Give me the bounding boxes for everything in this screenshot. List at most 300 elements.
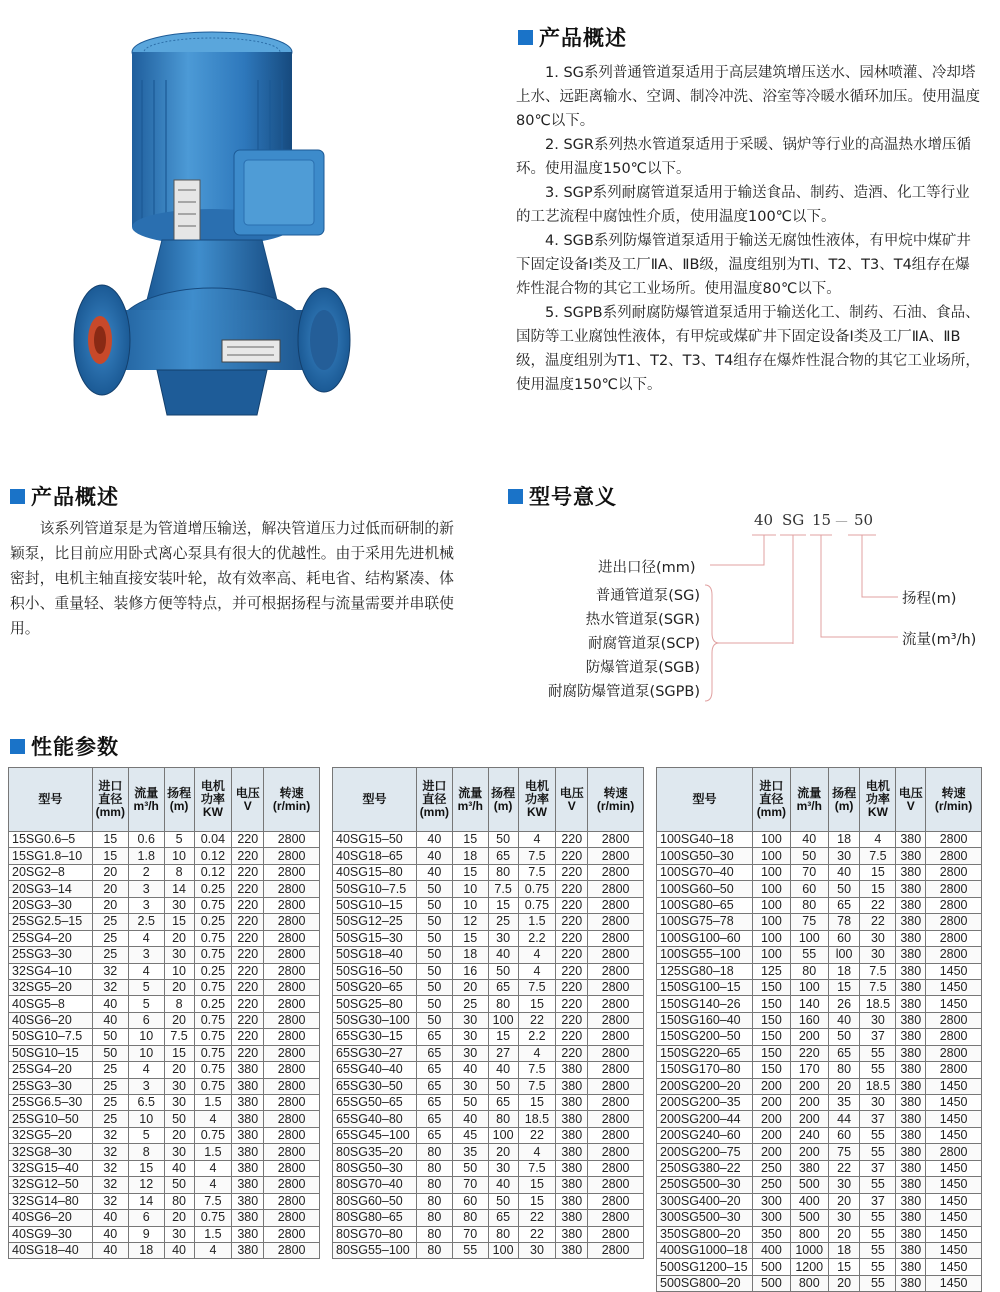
cell-flow: 70 <box>452 1177 488 1193</box>
cell-inlet-diameter: 32 <box>92 979 128 995</box>
cell-flow: 55 <box>790 947 828 963</box>
cell-head: 30 <box>164 1226 194 1242</box>
cell-voltage: 380 <box>232 1111 264 1127</box>
column-header: 电压 V <box>896 768 926 832</box>
cell-inlet-diameter: 40 <box>416 832 452 848</box>
table-row <box>9 881 320 897</box>
cell-power: 30 <box>860 1095 896 1111</box>
cell-inlet-diameter: 100 <box>752 947 790 963</box>
cell-head: 44 <box>828 1111 860 1127</box>
cell-inlet-diameter: 25 <box>92 1111 128 1127</box>
cell-flow: 75 <box>790 914 828 930</box>
table-row <box>9 930 320 946</box>
cell-speed: 2800 <box>588 1193 644 1209</box>
table-row <box>9 1177 320 1193</box>
cell-voltage: 380 <box>232 1144 264 1160</box>
cell-voltage: 380 <box>232 1242 264 1258</box>
cell-head: 65 <box>488 979 518 995</box>
cell-flow: 8 <box>128 1144 164 1160</box>
cell-voltage: 220 <box>556 963 588 979</box>
cell-model: 150SG220–65 <box>657 1045 753 1061</box>
cell-head: 100 <box>488 1127 518 1143</box>
cell-power: 37 <box>860 1111 896 1127</box>
cell-model: 65SG30–27 <box>333 1045 417 1061</box>
cell-model: 65SG30–50 <box>333 1078 417 1094</box>
cell-flow: 40 <box>790 832 828 848</box>
cell-model: 80SG70–40 <box>333 1177 417 1193</box>
cell-head: 65 <box>828 1045 860 1061</box>
column-header: 电机 功率 KW <box>518 768 556 832</box>
cell-model: 25SG6.5–30 <box>9 1095 93 1111</box>
cell-flow: 3 <box>128 881 164 897</box>
cell-inlet-diameter: 100 <box>752 864 790 880</box>
cell-voltage: 380 <box>896 832 926 848</box>
overview-list <box>516 61 984 397</box>
table-row <box>9 897 320 913</box>
cell-voltage: 380 <box>232 1062 264 1078</box>
cell-inlet-diameter: 50 <box>416 930 452 946</box>
cell-voltage: 380 <box>896 1029 926 1045</box>
cell-power: 0.75 <box>194 1062 232 1078</box>
cell-speed: 2800 <box>264 832 320 848</box>
cell-speed: 2800 <box>588 897 644 913</box>
table-row <box>9 1095 320 1111</box>
column-header: 流量 m³/h <box>790 768 828 832</box>
table-row <box>657 1144 982 1160</box>
cell-head: 26 <box>828 996 860 1012</box>
performance-table-1 <box>8 767 320 1259</box>
cell-voltage: 380 <box>896 881 926 897</box>
cell-voltage: 220 <box>232 1045 264 1061</box>
table-row <box>333 1210 644 1226</box>
cell-model: 50SG15–30 <box>333 930 417 946</box>
cell-inlet-diameter: 65 <box>416 1078 452 1094</box>
cell-power: 22 <box>518 1012 556 1028</box>
table-row <box>657 996 982 1012</box>
cell-voltage: 220 <box>556 832 588 848</box>
cell-flow: 70 <box>452 1226 488 1242</box>
heading-marker-icon <box>10 489 25 504</box>
cell-voltage: 220 <box>556 1045 588 1061</box>
table-row <box>657 963 982 979</box>
table-row <box>657 1078 982 1094</box>
cell-model: 100SG40–18 <box>657 832 753 848</box>
cell-power: 55 <box>860 1259 896 1275</box>
cell-flow: 100 <box>790 930 828 946</box>
cell-speed: 2800 <box>926 848 982 864</box>
cell-speed: 1450 <box>926 1095 982 1111</box>
cell-flow: 30 <box>452 1012 488 1028</box>
cell-voltage: 380 <box>896 1193 926 1209</box>
heading-marker-icon <box>10 739 25 754</box>
cell-head: 20 <box>488 1144 518 1160</box>
cell-voltage: 380 <box>896 1078 926 1094</box>
cell-head: 50 <box>488 1078 518 1094</box>
cell-voltage: 220 <box>232 963 264 979</box>
cell-voltage: 380 <box>556 1111 588 1127</box>
cell-model: 40SG15–80 <box>333 864 417 880</box>
cell-head: 15 <box>164 914 194 930</box>
cell-speed: 2800 <box>264 1226 320 1242</box>
cell-model: 32SG15–40 <box>9 1160 93 1176</box>
column-header: 电机 功率 KW <box>860 768 896 832</box>
cell-speed: 2800 <box>588 1045 644 1061</box>
cell-inlet-diameter: 50 <box>416 979 452 995</box>
table-row <box>333 963 644 979</box>
cell-model: 80SG70–80 <box>333 1226 417 1242</box>
table-row <box>9 1193 320 1209</box>
cell-voltage: 380 <box>896 864 926 880</box>
cell-power: 1.5 <box>194 1144 232 1160</box>
cell-model: 40SG6–20 <box>9 1210 93 1226</box>
cell-speed: 2800 <box>926 1144 982 1160</box>
cell-model: 50SG10–7.5 <box>9 1029 93 1045</box>
cell-inlet-diameter: 65 <box>416 1127 452 1143</box>
cell-flow: 500 <box>790 1210 828 1226</box>
cell-speed: 2800 <box>588 832 644 848</box>
cell-voltage: 220 <box>556 996 588 1012</box>
cell-inlet-diameter: 150 <box>752 1045 790 1061</box>
cell-inlet-diameter: 50 <box>92 1029 128 1045</box>
cell-power: 55 <box>860 1045 896 1061</box>
cell-power: 18.5 <box>860 1078 896 1094</box>
table-row <box>333 947 644 963</box>
table-row <box>657 1177 982 1193</box>
column-header: 进口 直径 (mm) <box>416 768 452 832</box>
cell-power: 55 <box>860 1127 896 1143</box>
cell-power: 22 <box>518 1226 556 1242</box>
code-inlet: 40 <box>754 511 774 529</box>
cell-flow: 800 <box>790 1226 828 1242</box>
cell-model: 200SG200–35 <box>657 1095 753 1111</box>
cell-power: 7.5 <box>518 1062 556 1078</box>
cell-flow: 25 <box>452 996 488 1012</box>
cell-head: 50 <box>828 881 860 897</box>
cell-inlet-diameter: 32 <box>92 1193 128 1209</box>
cell-speed: 2800 <box>588 881 644 897</box>
cell-voltage: 380 <box>232 1193 264 1209</box>
column-header: 电机 功率 KW <box>194 768 232 832</box>
cell-speed: 2800 <box>264 848 320 864</box>
column-header: 转速 (r/min) <box>588 768 644 832</box>
cell-power: 7.5 <box>518 864 556 880</box>
cell-flow: 200 <box>790 1144 828 1160</box>
cell-speed: 2800 <box>264 897 320 913</box>
cell-head: 20 <box>164 1012 194 1028</box>
cell-voltage: 220 <box>232 881 264 897</box>
cell-inlet-diameter: 100 <box>752 848 790 864</box>
cell-voltage: 220 <box>232 930 264 946</box>
cell-flow: 80 <box>452 1210 488 1226</box>
cell-flow: 200 <box>790 1095 828 1111</box>
cell-power: 7.5 <box>518 1160 556 1176</box>
cell-head: 35 <box>828 1095 860 1111</box>
table-row <box>657 1160 982 1176</box>
cell-flow: 40 <box>452 1111 488 1127</box>
cell-flow: 500 <box>790 1177 828 1193</box>
table-row <box>657 1029 982 1045</box>
cell-head: 100 <box>488 1242 518 1258</box>
cell-speed: 1450 <box>926 1160 982 1176</box>
cell-power: 15 <box>860 881 896 897</box>
cell-inlet-diameter: 150 <box>752 1029 790 1045</box>
cell-speed: 1450 <box>926 963 982 979</box>
cell-flow: 18 <box>452 848 488 864</box>
cell-flow: 140 <box>790 996 828 1012</box>
cell-power: 0.75 <box>194 1012 232 1028</box>
cell-head: 7.5 <box>164 1029 194 1045</box>
cell-inlet-diameter: 200 <box>752 1078 790 1094</box>
cell-head: 80 <box>488 996 518 1012</box>
table-row <box>9 1127 320 1143</box>
cell-inlet-diameter: 200 <box>752 1144 790 1160</box>
cell-power: 7.5 <box>194 1193 232 1209</box>
table-row <box>657 864 982 880</box>
table-row <box>333 1144 644 1160</box>
cell-speed: 2800 <box>264 864 320 880</box>
cell-head: 20 <box>828 1078 860 1094</box>
cell-inlet-diameter: 15 <box>92 832 128 848</box>
cell-inlet-diameter: 32 <box>92 1127 128 1143</box>
cell-power: 4 <box>860 832 896 848</box>
cell-head: 30 <box>828 1210 860 1226</box>
cell-speed: 2800 <box>264 947 320 963</box>
table-row <box>9 963 320 979</box>
cell-speed: 1450 <box>926 1226 982 1242</box>
performance-heading: 性能参数 <box>10 731 119 761</box>
cell-flow: 170 <box>790 1062 828 1078</box>
cell-inlet-diameter: 25 <box>92 914 128 930</box>
cell-inlet-diameter: 100 <box>752 832 790 848</box>
cell-head: 20 <box>164 979 194 995</box>
cell-inlet-diameter: 25 <box>92 1095 128 1111</box>
cell-power: 30 <box>860 1012 896 1028</box>
overview-heading-2: 产品概述 <box>10 481 119 511</box>
cell-voltage: 380 <box>556 1127 588 1143</box>
cell-flow: 55 <box>452 1242 488 1258</box>
cell-voltage: 220 <box>232 947 264 963</box>
cell-power: 0.75 <box>194 1127 232 1143</box>
cell-power: 4 <box>194 1177 232 1193</box>
table-row <box>333 1062 644 1078</box>
cell-power: 18.5 <box>518 1111 556 1127</box>
cell-head: 30 <box>488 930 518 946</box>
cell-model: 25SG3–30 <box>9 1078 93 1094</box>
cell-model: 65SG30–15 <box>333 1029 417 1045</box>
cell-speed: 2800 <box>926 1012 982 1028</box>
cell-speed: 1450 <box>926 1078 982 1094</box>
cell-head: 65 <box>488 848 518 864</box>
cell-flow: 4 <box>128 1062 164 1078</box>
cell-power: 0.04 <box>194 832 232 848</box>
cell-power: 30 <box>860 930 896 946</box>
cell-power: 30 <box>518 1242 556 1258</box>
cell-voltage: 220 <box>232 1029 264 1045</box>
cell-model: 50SG16–50 <box>333 963 417 979</box>
cell-voltage: 380 <box>556 1226 588 1242</box>
cell-inlet-diameter: 50 <box>416 996 452 1012</box>
table-row <box>333 1160 644 1176</box>
cell-speed: 2800 <box>264 1160 320 1176</box>
cell-speed: 2800 <box>588 1012 644 1028</box>
cell-voltage: 380 <box>896 1111 926 1127</box>
cell-speed: 2800 <box>588 864 644 880</box>
flow-label: 流量(m³/h) <box>902 632 977 648</box>
cell-model: 150SG200–50 <box>657 1029 753 1045</box>
table-row <box>657 1226 982 1242</box>
cell-head: 65 <box>828 897 860 913</box>
cell-model: 20SG3–14 <box>9 881 93 897</box>
heading-marker-icon <box>518 30 533 45</box>
cell-speed: 2800 <box>926 1062 982 1078</box>
performance-table-3 <box>656 767 982 1292</box>
cell-inlet-diameter: 65 <box>416 1045 452 1061</box>
cell-power: 55 <box>860 1275 896 1291</box>
cell-power: 37 <box>860 1160 896 1176</box>
cell-voltage: 220 <box>556 864 588 880</box>
cell-model: 300SG400–20 <box>657 1193 753 1209</box>
cell-inlet-diameter: 25 <box>92 1078 128 1094</box>
cell-model: 80SG50–30 <box>333 1160 417 1176</box>
cell-power: 0.75 <box>194 897 232 913</box>
cell-speed: 2800 <box>588 1111 644 1127</box>
cell-flow: 10 <box>452 897 488 913</box>
table-row <box>333 848 644 864</box>
cell-speed: 2800 <box>588 1242 644 1258</box>
cell-speed: 2800 <box>588 996 644 1012</box>
column-header: 流量 m³/h <box>128 768 164 832</box>
table-row <box>333 979 644 995</box>
cell-speed: 2800 <box>264 1193 320 1209</box>
type-label: 普通管道泵(SG) <box>595 588 700 604</box>
cell-inlet-diameter: 80 <box>416 1193 452 1209</box>
table-row <box>333 996 644 1012</box>
table-row <box>333 1045 644 1061</box>
cell-model: 15SG1.8–10 <box>9 848 93 864</box>
cell-power: 7.5 <box>860 979 896 995</box>
table-row <box>9 1210 320 1226</box>
cell-flow: 14 <box>128 1193 164 1209</box>
table-row <box>657 1012 982 1028</box>
cell-model: 25SG4–20 <box>9 930 93 946</box>
cell-voltage: 380 <box>896 1226 926 1242</box>
cell-model: 500SG1200–15 <box>657 1259 753 1275</box>
cell-power: 0.75 <box>194 1210 232 1226</box>
cell-inlet-diameter: 32 <box>92 1177 128 1193</box>
cell-head: 15 <box>164 1045 194 1061</box>
cell-model: 100SG70–40 <box>657 864 753 880</box>
cell-head: 40 <box>828 1012 860 1028</box>
cell-inlet-diameter: 80 <box>416 1177 452 1193</box>
cell-head: 80 <box>488 1226 518 1242</box>
cell-voltage: 220 <box>556 979 588 995</box>
cell-head: 50 <box>488 832 518 848</box>
table-row <box>657 1111 982 1127</box>
table-row <box>9 996 320 1012</box>
cell-flow: 6 <box>128 1012 164 1028</box>
cell-head: 15 <box>488 897 518 913</box>
cell-inlet-diameter: 65 <box>416 1062 452 1078</box>
cell-voltage: 380 <box>232 1078 264 1094</box>
cell-flow: 60 <box>790 881 828 897</box>
cell-flow: 16 <box>452 963 488 979</box>
cell-flow: 220 <box>790 1045 828 1061</box>
cell-model: 50SG12–25 <box>333 914 417 930</box>
cell-flow: 50 <box>452 1095 488 1111</box>
table-row <box>333 1193 644 1209</box>
cell-inlet-diameter: 125 <box>752 963 790 979</box>
cell-head: 40 <box>164 1160 194 1176</box>
cell-speed: 2800 <box>264 914 320 930</box>
cell-power: 22 <box>518 1210 556 1226</box>
cell-voltage: 380 <box>896 947 926 963</box>
table-row <box>657 832 982 848</box>
cell-model: 250SG380–22 <box>657 1160 753 1176</box>
cell-flow: 30 <box>452 1078 488 1094</box>
cell-voltage: 380 <box>896 1012 926 1028</box>
type-label: 热水管道泵(SGR) <box>585 612 700 628</box>
head-label: 扬程(m) <box>902 591 957 607</box>
cell-power: 55 <box>860 1210 896 1226</box>
table-row <box>657 1210 982 1226</box>
cell-voltage: 380 <box>556 1177 588 1193</box>
cell-speed: 1450 <box>926 979 982 995</box>
cell-speed: 2800 <box>926 947 982 963</box>
column-header: 电压 V <box>556 768 588 832</box>
cell-flow: 5 <box>128 1127 164 1143</box>
cell-flow: 12 <box>128 1177 164 1193</box>
cell-flow: 4 <box>128 963 164 979</box>
type-label: 耐腐防爆管道泵(SGPB) <box>548 684 700 700</box>
cell-voltage: 220 <box>556 1012 588 1028</box>
cell-speed: 2800 <box>264 1127 320 1143</box>
cell-flow: 0.6 <box>128 832 164 848</box>
cell-flow: 200 <box>790 1111 828 1127</box>
cell-head: 18 <box>828 963 860 979</box>
cell-model: 65SG45–100 <box>333 1127 417 1143</box>
cell-inlet-diameter: 80 <box>416 1160 452 1176</box>
cell-flow: 1200 <box>790 1259 828 1275</box>
overview-item: 4. SGB系列防爆管道泵适用于输送无腐蚀性液体，有甲烷中煤矿井下固定设备Ⅰ类及工厂ⅡA、ⅡB级，温度组别为TⅠ、T2、T3、T4组存在爆炸性混合物的其它工业场所。使用温度80℃以下。 <box>516 233 971 297</box>
cell-voltage: 220 <box>232 832 264 848</box>
cell-power: 55 <box>860 1062 896 1078</box>
table-row <box>9 914 320 930</box>
cell-speed: 2800 <box>926 930 982 946</box>
cell-head: 50 <box>488 963 518 979</box>
cell-inlet-diameter: 25 <box>92 1062 128 1078</box>
cell-voltage: 220 <box>232 897 264 913</box>
cell-flow: 2 <box>128 864 164 880</box>
cell-head: 20 <box>164 1062 194 1078</box>
cell-model: 150SG170–80 <box>657 1062 753 1078</box>
cell-head: 8 <box>164 996 194 1012</box>
cell-model: 32SG8–30 <box>9 1144 93 1160</box>
cell-flow: 70 <box>790 864 828 880</box>
cell-flow: 3 <box>128 1078 164 1094</box>
cell-head: 60 <box>828 930 860 946</box>
cell-power: 2.2 <box>518 1029 556 1045</box>
cell-head: 10 <box>164 963 194 979</box>
cell-speed: 2800 <box>588 1177 644 1193</box>
code-head: 50 <box>854 511 874 529</box>
cell-flow: 3 <box>128 897 164 913</box>
cell-head: 27 <box>488 1045 518 1061</box>
cell-speed: 2800 <box>588 1029 644 1045</box>
cell-power: 0.75 <box>194 979 232 995</box>
cell-flow: 160 <box>790 1012 828 1028</box>
table-row <box>333 832 644 848</box>
code-separator: － <box>834 513 850 531</box>
